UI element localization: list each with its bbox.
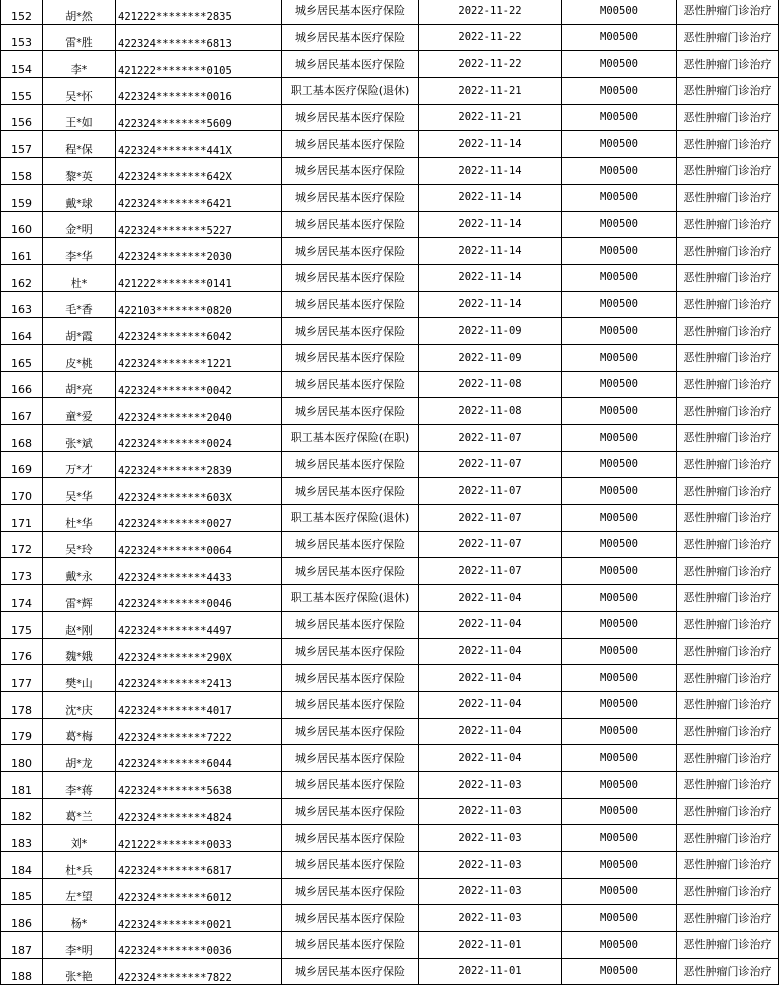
insurance-type-cell[interactable]: 职工基本医疗保险(退休) [282, 585, 419, 612]
row-number-cell[interactable]: 163 [1, 291, 43, 318]
insurance-type-cell[interactable]: 城乡居民基本医疗保险 [282, 932, 419, 959]
row-number-cell[interactable]: 183 [1, 825, 43, 852]
insurance-type-cell[interactable]: 城乡居民基本医疗保险 [282, 264, 419, 291]
id-number-cell[interactable]: 422324********6817 [116, 852, 282, 879]
insurance-type-cell[interactable]: 城乡居民基本医疗保险 [282, 825, 419, 852]
disease-name-cell[interactable]: 恶性肿瘤门诊治疗 [677, 718, 779, 745]
patient-name-cell[interactable]: 魏*娥 [43, 638, 116, 665]
patient-name-cell[interactable]: 左*望 [43, 878, 116, 905]
id-number-cell[interactable]: 422324********603X [116, 478, 282, 505]
insurance-type-cell[interactable]: 城乡居民基本医疗保险 [282, 718, 419, 745]
patient-name-cell[interactable]: 李* [43, 51, 116, 78]
insurance-type-cell[interactable]: 城乡居民基本医疗保险 [282, 104, 419, 131]
date-cell[interactable]: 2022-11-22 [419, 24, 562, 51]
patient-name-cell[interactable]: 吴*华 [43, 478, 116, 505]
disease-name-cell[interactable]: 恶性肿瘤门诊治疗 [677, 131, 779, 158]
disease-name-cell[interactable]: 恶性肿瘤门诊治疗 [677, 398, 779, 425]
disease-name-cell[interactable]: 恶性肿瘤门诊治疗 [677, 745, 779, 772]
date-cell[interactable]: 2022-11-07 [419, 558, 562, 585]
table-row [1, 798, 779, 825]
disease-name-cell[interactable]: 恶性肿瘤门诊治疗 [677, 531, 779, 558]
table-row [1, 398, 779, 425]
table-row [1, 558, 779, 585]
disease-name-cell[interactable]: 恶性肿瘤门诊治疗 [677, 611, 779, 638]
table-row [1, 318, 779, 345]
table-row [1, 745, 779, 772]
id-number-cell[interactable]: 422324********2040 [116, 398, 282, 425]
disease-name-cell[interactable]: 恶性肿瘤门诊治疗 [677, 932, 779, 959]
disease-code-cell[interactable]: M00500 [562, 745, 677, 772]
table-row [1, 0, 779, 24]
disease-code-cell[interactable]: M00500 [562, 558, 677, 585]
row-number-cell[interactable]: 165 [1, 344, 43, 371]
disease-name-cell[interactable]: 恶性肿瘤门诊治疗 [677, 771, 779, 798]
table-row [1, 104, 779, 131]
patient-name-cell[interactable]: 杜*兵 [43, 852, 116, 879]
insurance-type-cell[interactable]: 城乡居民基本医疗保险 [282, 51, 419, 78]
insurance-type-cell[interactable]: 城乡居民基本医疗保险 [282, 905, 419, 932]
insurance-type-cell[interactable]: 城乡居民基本医疗保险 [282, 878, 419, 905]
disease-code-cell[interactable]: M00500 [562, 344, 677, 371]
insurance-type-cell[interactable]: 城乡居民基本医疗保险 [282, 478, 419, 505]
table-row [1, 878, 779, 905]
disease-code-cell[interactable]: M00500 [562, 691, 677, 718]
row-number-cell[interactable]: 182 [1, 798, 43, 825]
table-row [1, 291, 779, 318]
disease-name-cell[interactable]: 恶性肿瘤门诊治疗 [677, 51, 779, 78]
patient-name-cell[interactable]: 胡*亮 [43, 371, 116, 398]
table-row [1, 691, 779, 718]
row-number-cell[interactable]: 154 [1, 51, 43, 78]
disease-name-cell[interactable]: 恶性肿瘤门诊治疗 [677, 691, 779, 718]
insurance-type-cell[interactable]: 城乡居民基本医疗保险 [282, 398, 419, 425]
disease-name-cell[interactable]: 恶性肿瘤门诊治疗 [677, 24, 779, 51]
table-row [1, 718, 779, 745]
row-number-cell[interactable]: 186 [1, 905, 43, 932]
disease-name-cell[interactable]: 恶性肿瘤门诊治疗 [677, 104, 779, 131]
patient-name-cell[interactable]: 毛*香 [43, 291, 116, 318]
table-row [1, 611, 779, 638]
disease-code-cell[interactable]: M00500 [562, 0, 677, 24]
patient-name-cell[interactable]: 皮*桃 [43, 344, 116, 371]
row-number-cell[interactable]: 179 [1, 718, 43, 745]
row-number-cell[interactable]: 166 [1, 371, 43, 398]
date-cell[interactable]: 2022-11-14 [419, 291, 562, 318]
disease-code-cell[interactable]: M00500 [562, 131, 677, 158]
id-number-cell[interactable]: 422324********0021 [116, 905, 282, 932]
disease-code-cell[interactable]: M00500 [562, 505, 677, 532]
date-cell[interactable]: 2022-11-07 [419, 505, 562, 532]
insurance-type-cell[interactable]: 城乡居民基本医疗保险 [282, 558, 419, 585]
patient-name-cell[interactable]: 沈*庆 [43, 691, 116, 718]
table-row [1, 451, 779, 478]
date-cell[interactable]: 2022-11-03 [419, 771, 562, 798]
patient-name-cell[interactable]: 张*斌 [43, 425, 116, 452]
disease-code-cell[interactable]: M00500 [562, 398, 677, 425]
insurance-type-cell[interactable]: 职工基本医疗保险(退休) [282, 78, 419, 105]
date-cell[interactable]: 2022-11-07 [419, 531, 562, 558]
insurance-type-cell[interactable]: 城乡居民基本医疗保险 [282, 24, 419, 51]
row-number-cell[interactable]: 169 [1, 451, 43, 478]
date-cell[interactable]: 2022-11-22 [419, 0, 562, 24]
row-number-cell[interactable]: 171 [1, 505, 43, 532]
insurance-type-cell[interactable]: 城乡居民基本医疗保险 [282, 451, 419, 478]
table-row [1, 505, 779, 532]
table-row [1, 958, 779, 985]
date-cell[interactable]: 2022-11-04 [419, 585, 562, 612]
disease-name-cell[interactable]: 恶性肿瘤门诊治疗 [677, 478, 779, 505]
insurance-type-cell[interactable]: 城乡居民基本医疗保险 [282, 344, 419, 371]
disease-code-cell[interactable]: M00500 [562, 238, 677, 265]
disease-code-cell[interactable]: M00500 [562, 798, 677, 825]
row-number-cell[interactable]: 174 [1, 585, 43, 612]
row-number-cell[interactable]: 184 [1, 852, 43, 879]
table-row [1, 184, 779, 211]
disease-name-cell[interactable]: 恶性肿瘤门诊治疗 [677, 425, 779, 452]
table-row [1, 478, 779, 505]
date-cell[interactable]: 2022-11-04 [419, 691, 562, 718]
id-number-cell[interactable]: 422103********0820 [116, 291, 282, 318]
id-number-cell[interactable]: 421222********0033 [116, 825, 282, 852]
row-number-cell[interactable]: 181 [1, 771, 43, 798]
row-number-cell[interactable]: 178 [1, 691, 43, 718]
disease-code-cell[interactable]: M00500 [562, 211, 677, 238]
date-cell[interactable]: 2022-11-04 [419, 745, 562, 772]
disease-name-cell[interactable]: 恶性肿瘤门诊治疗 [677, 505, 779, 532]
row-number-cell[interactable]: 153 [1, 24, 43, 51]
date-cell[interactable]: 2022-11-03 [419, 905, 562, 932]
disease-code-cell[interactable]: M00500 [562, 51, 677, 78]
id-number-cell[interactable]: 422324********4497 [116, 611, 282, 638]
patient-name-cell[interactable]: 童*爱 [43, 398, 116, 425]
id-number-cell[interactable]: 422324********2839 [116, 451, 282, 478]
disease-name-cell[interactable]: 恶性肿瘤门诊治疗 [677, 318, 779, 345]
id-number-cell[interactable]: 422324********7822 [116, 958, 282, 985]
insurance-type-cell[interactable]: 城乡居民基本医疗保险 [282, 611, 419, 638]
disease-name-cell[interactable]: 恶性肿瘤门诊治疗 [677, 371, 779, 398]
insurance-type-cell[interactable]: 城乡居民基本医疗保险 [282, 238, 419, 265]
disease-code-cell[interactable]: M00500 [562, 611, 677, 638]
row-number-cell[interactable]: 172 [1, 531, 43, 558]
insurance-type-cell[interactable]: 城乡居民基本医疗保险 [282, 318, 419, 345]
disease-name-cell[interactable]: 恶性肿瘤门诊治疗 [677, 852, 779, 879]
patient-name-cell[interactable]: 黎*英 [43, 158, 116, 185]
disease-code-cell[interactable]: M00500 [562, 371, 677, 398]
row-number-cell[interactable]: 157 [1, 131, 43, 158]
patient-name-cell[interactable]: 胡*龙 [43, 745, 116, 772]
id-number-cell[interactable]: 422324********4433 [116, 558, 282, 585]
row-number-cell[interactable]: 177 [1, 665, 43, 692]
date-cell[interactable]: 2022-11-01 [419, 958, 562, 985]
id-number-cell[interactable]: 421222********0141 [116, 264, 282, 291]
id-number-cell[interactable]: 422324********2030 [116, 238, 282, 265]
insurance-type-cell[interactable]: 职工基本医疗保险(在职) [282, 425, 419, 452]
date-cell[interactable]: 2022-11-14 [419, 131, 562, 158]
patient-name-cell[interactable]: 戴*球 [43, 184, 116, 211]
insurance-type-cell[interactable]: 城乡居民基本医疗保险 [282, 0, 419, 24]
insurance-type-cell[interactable]: 城乡居民基本医疗保险 [282, 531, 419, 558]
id-number-cell[interactable]: 422324********5638 [116, 771, 282, 798]
date-cell[interactable]: 2022-11-07 [419, 451, 562, 478]
table-row [1, 425, 779, 452]
disease-name-cell[interactable]: 恶性肿瘤门诊治疗 [677, 211, 779, 238]
insurance-type-cell[interactable]: 城乡居民基本医疗保险 [282, 131, 419, 158]
insurance-type-cell[interactable]: 城乡居民基本医疗保险 [282, 771, 419, 798]
disease-code-cell[interactable]: M00500 [562, 771, 677, 798]
patient-name-cell[interactable]: 葛*梅 [43, 718, 116, 745]
row-number-cell[interactable]: 160 [1, 211, 43, 238]
patient-name-cell[interactable]: 胡*霞 [43, 318, 116, 345]
id-number-cell[interactable]: 422324********6012 [116, 878, 282, 905]
row-number-cell[interactable]: 188 [1, 958, 43, 985]
disease-code-cell[interactable]: M00500 [562, 905, 677, 932]
patient-name-cell[interactable]: 戴*永 [43, 558, 116, 585]
row-number-cell[interactable]: 161 [1, 238, 43, 265]
table-row [1, 825, 779, 852]
row-number-cell[interactable]: 156 [1, 104, 43, 131]
date-cell[interactable]: 2022-11-21 [419, 104, 562, 131]
row-number-cell[interactable]: 180 [1, 745, 43, 772]
row-number-cell[interactable]: 164 [1, 318, 43, 345]
insurance-type-cell[interactable]: 城乡居民基本医疗保险 [282, 958, 419, 985]
date-cell[interactable]: 2022-11-14 [419, 264, 562, 291]
insurance-type-cell[interactable]: 城乡居民基本医疗保险 [282, 798, 419, 825]
table-row [1, 131, 779, 158]
insurance-type-cell[interactable]: 城乡居民基本医疗保险 [282, 291, 419, 318]
disease-code-cell[interactable]: M00500 [562, 878, 677, 905]
disease-name-cell[interactable]: 恶性肿瘤门诊治疗 [677, 798, 779, 825]
disease-code-cell[interactable]: M00500 [562, 318, 677, 345]
date-cell[interactable]: 2022-11-08 [419, 371, 562, 398]
id-number-cell[interactable]: 422324********0064 [116, 531, 282, 558]
disease-name-cell[interactable]: 恶性肿瘤门诊治疗 [677, 665, 779, 692]
disease-name-cell[interactable]: 恶性肿瘤门诊治疗 [677, 0, 779, 24]
row-number-cell[interactable]: 158 [1, 158, 43, 185]
date-cell[interactable]: 2022-11-09 [419, 318, 562, 345]
date-cell[interactable]: 2022-11-03 [419, 852, 562, 879]
date-cell[interactable]: 2022-11-03 [419, 878, 562, 905]
insurance-type-cell[interactable]: 城乡居民基本医疗保险 [282, 852, 419, 879]
id-number-cell[interactable]: 422324********7222 [116, 718, 282, 745]
disease-code-cell[interactable]: M00500 [562, 825, 677, 852]
table-row [1, 905, 779, 932]
date-cell[interactable]: 2022-11-03 [419, 798, 562, 825]
disease-code-cell[interactable]: M00500 [562, 718, 677, 745]
disease-code-cell[interactable]: M00500 [562, 451, 677, 478]
patient-name-cell[interactable]: 金*明 [43, 211, 116, 238]
insurance-type-cell[interactable]: 城乡居民基本医疗保险 [282, 745, 419, 772]
disease-name-cell[interactable]: 恶性肿瘤门诊治疗 [677, 158, 779, 185]
table-row [1, 238, 779, 265]
id-number-cell[interactable]: 422324********0046 [116, 585, 282, 612]
patient-name-cell[interactable]: 李*华 [43, 238, 116, 265]
patient-name-cell[interactable]: 葛*兰 [43, 798, 116, 825]
disease-code-cell[interactable]: M00500 [562, 24, 677, 51]
patient-name-cell[interactable]: 李*蒋 [43, 771, 116, 798]
row-number-cell[interactable]: 170 [1, 478, 43, 505]
id-number-cell[interactable]: 422324********1221 [116, 344, 282, 371]
patient-name-cell[interactable]: 程*保 [43, 131, 116, 158]
patient-name-cell[interactable]: 杜*华 [43, 505, 116, 532]
disease-name-cell[interactable]: 恶性肿瘤门诊治疗 [677, 905, 779, 932]
disease-name-cell[interactable]: 恶性肿瘤门诊治疗 [677, 825, 779, 852]
disease-name-cell[interactable]: 恶性肿瘤门诊治疗 [677, 558, 779, 585]
date-cell[interactable]: 2022-11-22 [419, 51, 562, 78]
disease-code-cell[interactable]: M00500 [562, 104, 677, 131]
id-number-cell[interactable]: 422324********4017 [116, 691, 282, 718]
date-cell[interactable]: 2022-11-07 [419, 425, 562, 452]
table-row [1, 344, 779, 371]
patient-name-cell[interactable]: 赵*刚 [43, 611, 116, 638]
disease-name-cell[interactable]: 恶性肿瘤门诊治疗 [677, 451, 779, 478]
insurance-type-cell[interactable]: 城乡居民基本医疗保险 [282, 371, 419, 398]
patient-name-cell[interactable]: 胡*然 [43, 0, 116, 24]
table-row [1, 211, 779, 238]
id-number-cell[interactable]: 421222********2835 [116, 0, 282, 24]
insurance-type-cell[interactable]: 城乡居民基本医疗保险 [282, 158, 419, 185]
row-number-cell[interactable]: 176 [1, 638, 43, 665]
id-number-cell[interactable]: 422324********6044 [116, 745, 282, 772]
disease-code-cell[interactable]: M00500 [562, 158, 677, 185]
date-cell[interactable]: 2022-11-14 [419, 238, 562, 265]
patient-name-cell[interactable]: 吴*怀 [43, 78, 116, 105]
row-number-cell[interactable]: 152 [1, 0, 43, 24]
date-cell[interactable]: 2022-11-04 [419, 665, 562, 692]
disease-name-cell[interactable]: 恶性肿瘤门诊治疗 [677, 878, 779, 905]
id-number-cell[interactable]: 422324********0027 [116, 505, 282, 532]
patient-name-cell[interactable]: 杨* [43, 905, 116, 932]
disease-name-cell[interactable]: 恶性肿瘤门诊治疗 [677, 184, 779, 211]
disease-code-cell[interactable]: M00500 [562, 264, 677, 291]
disease-code-cell[interactable]: M00500 [562, 638, 677, 665]
id-number-cell[interactable]: 422324********6042 [116, 318, 282, 345]
patient-name-cell[interactable]: 刘* [43, 825, 116, 852]
table-row [1, 264, 779, 291]
disease-name-cell[interactable]: 恶性肿瘤门诊治疗 [677, 238, 779, 265]
id-number-cell[interactable]: 422324********0042 [116, 371, 282, 398]
row-number-cell[interactable]: 175 [1, 611, 43, 638]
table-row [1, 371, 779, 398]
date-cell[interactable]: 2022-11-04 [419, 638, 562, 665]
table-row [1, 932, 779, 959]
patient-name-cell[interactable]: 万*才 [43, 451, 116, 478]
row-number-cell[interactable]: 167 [1, 398, 43, 425]
disease-name-cell[interactable]: 恶性肿瘤门诊治疗 [677, 638, 779, 665]
id-number-cell[interactable]: 422324********2413 [116, 665, 282, 692]
patient-name-cell[interactable]: 雷*胜 [43, 24, 116, 51]
table-row [1, 24, 779, 51]
table-row [1, 51, 779, 78]
disease-code-cell[interactable]: M00500 [562, 291, 677, 318]
date-cell[interactable]: 2022-11-09 [419, 344, 562, 371]
date-cell[interactable]: 2022-11-14 [419, 158, 562, 185]
disease-code-cell[interactable]: M00500 [562, 958, 677, 985]
patient-name-cell[interactable]: 樊*山 [43, 665, 116, 692]
date-cell[interactable]: 2022-11-07 [419, 478, 562, 505]
date-cell[interactable]: 2022-11-01 [419, 932, 562, 959]
patient-name-cell[interactable]: 杜* [43, 264, 116, 291]
disease-code-cell[interactable]: M00500 [562, 585, 677, 612]
date-cell[interactable]: 2022-11-03 [419, 825, 562, 852]
id-number-cell[interactable]: 422324********0024 [116, 425, 282, 452]
table-row [1, 852, 779, 879]
date-cell[interactable]: 2022-11-08 [419, 398, 562, 425]
id-number-cell[interactable]: 422324********5227 [116, 211, 282, 238]
date-cell[interactable]: 2022-11-21 [419, 78, 562, 105]
row-number-cell[interactable]: 159 [1, 184, 43, 211]
id-number-cell[interactable]: 422324********6813 [116, 24, 282, 51]
disease-name-cell[interactable]: 恶性肿瘤门诊治疗 [677, 958, 779, 985]
id-number-cell[interactable]: 421222********0105 [116, 51, 282, 78]
disease-name-cell[interactable]: 恶性肿瘤门诊治疗 [677, 344, 779, 371]
disease-code-cell[interactable]: M00500 [562, 531, 677, 558]
insurance-type-cell[interactable]: 城乡居民基本医疗保险 [282, 211, 419, 238]
disease-name-cell[interactable]: 恶性肿瘤门诊治疗 [677, 585, 779, 612]
disease-code-cell[interactable]: M00500 [562, 932, 677, 959]
disease-code-cell[interactable]: M00500 [562, 478, 677, 505]
row-number-cell[interactable]: 185 [1, 878, 43, 905]
disease-name-cell[interactable]: 恶性肿瘤门诊治疗 [677, 264, 779, 291]
row-number-cell[interactable]: 168 [1, 425, 43, 452]
row-number-cell[interactable]: 187 [1, 932, 43, 959]
id-number-cell[interactable]: 422324********441X [116, 131, 282, 158]
insurance-type-cell[interactable]: 城乡居民基本医疗保险 [282, 691, 419, 718]
table-row [1, 78, 779, 105]
date-cell[interactable]: 2022-11-04 [419, 611, 562, 638]
row-number-cell[interactable]: 173 [1, 558, 43, 585]
table-row [1, 638, 779, 665]
date-cell[interactable]: 2022-11-04 [419, 718, 562, 745]
id-number-cell[interactable]: 422324********642X [116, 158, 282, 185]
disease-code-cell[interactable]: M00500 [562, 852, 677, 879]
id-number-cell[interactable]: 422324********6421 [116, 184, 282, 211]
table-row [1, 158, 779, 185]
disease-name-cell[interactable]: 恶性肿瘤门诊治疗 [677, 291, 779, 318]
patient-name-cell[interactable]: 王*如 [43, 104, 116, 131]
table-row [1, 585, 779, 612]
patient-name-cell[interactable]: 雷*辉 [43, 585, 116, 612]
table-row [1, 771, 779, 798]
disease-code-cell[interactable]: M00500 [562, 78, 677, 105]
table-body [1, 0, 779, 985]
disease-code-cell[interactable]: M00500 [562, 665, 677, 692]
insurance-type-cell[interactable]: 职工基本医疗保险(退休) [282, 505, 419, 532]
insurance-type-cell[interactable]: 城乡居民基本医疗保险 [282, 638, 419, 665]
disease-code-cell[interactable]: M00500 [562, 184, 677, 211]
id-number-cell[interactable]: 422324********4824 [116, 798, 282, 825]
id-number-cell[interactable]: 422324********0036 [116, 932, 282, 959]
date-cell[interactable]: 2022-11-14 [419, 211, 562, 238]
row-number-cell[interactable]: 155 [1, 78, 43, 105]
id-number-cell[interactable]: 422324********290X [116, 638, 282, 665]
id-number-cell[interactable]: 422324********5609 [116, 104, 282, 131]
table-row [1, 665, 779, 692]
insurance-type-cell[interactable]: 城乡居民基本医疗保险 [282, 184, 419, 211]
patient-name-cell[interactable]: 张*艳 [43, 958, 116, 985]
id-number-cell[interactable]: 422324********0016 [116, 78, 282, 105]
disease-code-cell[interactable]: M00500 [562, 425, 677, 452]
date-cell[interactable]: 2022-11-14 [419, 184, 562, 211]
disease-name-cell[interactable]: 恶性肿瘤门诊治疗 [677, 78, 779, 105]
table-row [1, 531, 779, 558]
row-number-cell[interactable]: 162 [1, 264, 43, 291]
patient-name-cell[interactable]: 李*明 [43, 932, 116, 959]
patient-name-cell[interactable]: 吴*玲 [43, 531, 116, 558]
insurance-type-cell[interactable]: 城乡居民基本医疗保险 [282, 665, 419, 692]
